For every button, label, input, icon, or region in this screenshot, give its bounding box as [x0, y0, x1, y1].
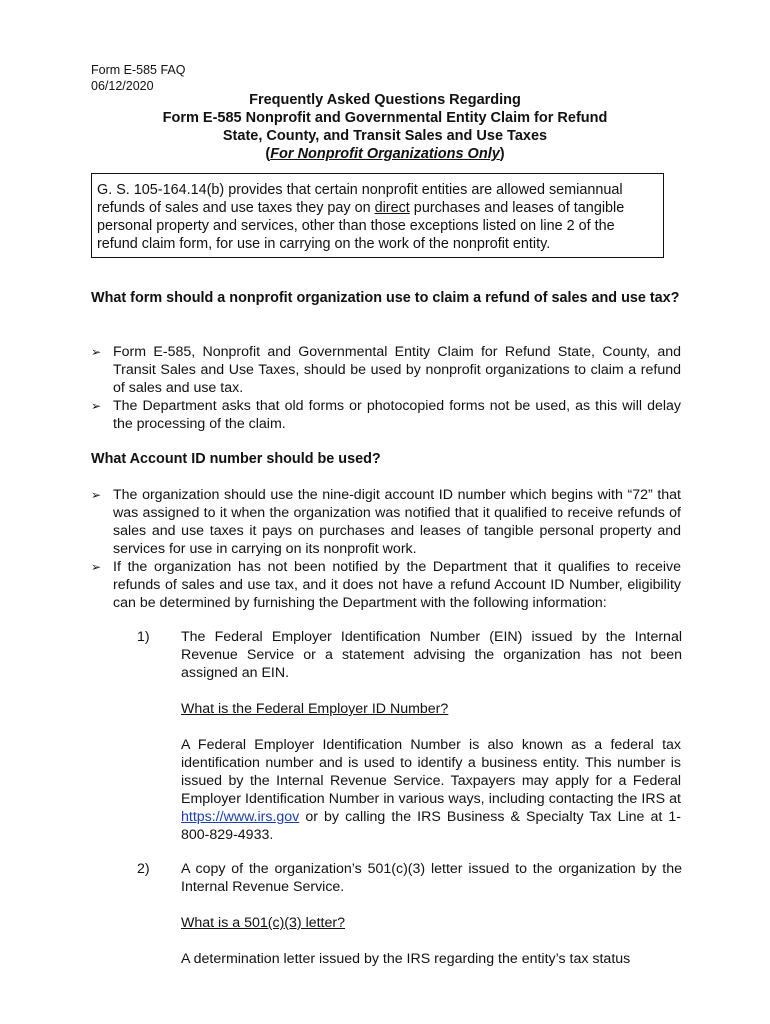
document-header	[91, 62, 185, 94]
irs-link[interactable]: https://www.irs.gov	[181, 809, 300, 825]
statute-text-before: G. S. 105-164.14(b) provides that certain nonprofit entities are allowed semiannual refunds of sales and use taxes they pay on	[97, 182, 623, 216]
arrow-bullet-icon: ➢	[91, 345, 102, 359]
arrow-bullet-icon: ➢	[91, 399, 102, 413]
bullet-item	[91, 558, 681, 612]
bullet-item	[91, 343, 681, 397]
title-italic: For Nonprofit Organizations Only	[270, 146, 500, 162]
item-text: A copy of the organization’s 501(c)(3) letter issued to the organization by the Internal Revenue Service.	[181, 861, 682, 895]
item-number: 1)	[137, 629, 150, 645]
bullet-text: Form E-585, Nonprofit and Governmental Entity Claim for Refund State, County, and Transit Sales and Use Taxes, should be used by nonprofit organizations to claim a refund of sales and use tax.	[113, 344, 681, 396]
title-line-1: Frequently Asked Questions Regarding	[249, 92, 521, 108]
answer-ein	[181, 736, 681, 844]
bullet-text: The organization should use the nine-digit account ID number which begins with “72” that was assigned to it when the organization was notified that it qualified to receive refunds of sales and use taxes it pays on purchases and leases of tangible personal property and services for use in carrying on its nonprofit work.	[113, 487, 681, 557]
bullet-text: If the organization has not been notified by the Department that it qualifies to receive refunds of sales and use tax, and it does not have a refund Account ID Number, eligibility can be determined by furnishing the Department with the following information:	[113, 559, 681, 611]
title-line-4	[0, 145, 770, 163]
statute-box	[91, 173, 664, 258]
form-date: 06/12/2020	[91, 79, 154, 93]
numbered-item-1	[137, 628, 682, 682]
question-1-bullets	[91, 343, 681, 433]
answer-501c3: A determination letter issued by the IRS regarding the entity’s tax status	[181, 951, 631, 967]
item-text: The Federal Employer Identification Number (EIN) issued by the Internal Revenue Service or a statement advising the organization has not been assigned an EIN.	[181, 629, 682, 681]
item-number: 2)	[137, 861, 150, 877]
answer-ein-before: A Federal Employer Identification Number is also known as a federal tax identification number and is used to identify a business entity. This number is issued by the Internal Revenue Service. Taxpayers may apply for a Federal Employer Identification Number in various ways, including contacting the IRS at	[181, 737, 681, 807]
sub-question-ein: What is the Federal Employer ID Number?	[181, 701, 449, 717]
statute-underlined: direct	[374, 200, 410, 216]
statute-text-after: purchases and leases of tangible personal property and services, other than those exceptions listed on line 2 of the refund claim form, for use in carrying on the work of the nonprofit entity.	[97, 200, 625, 252]
question-2-bullets	[91, 486, 681, 612]
answer-ein-after: or by calling the IRS Business & Specialty Tax Line at 1-800-829-4933.	[181, 809, 681, 843]
title-paren-close: )	[499, 146, 505, 162]
bullet-text: The Department asks that old forms or photocopied forms not be used, as this will delay the processing of the claim.	[113, 398, 681, 432]
arrow-bullet-icon: ➢	[91, 560, 102, 574]
title-paren-open: (	[265, 146, 271, 162]
form-label: Form E-585 FAQ	[91, 63, 186, 77]
question-2-heading: What Account ID number should be used?	[91, 451, 381, 467]
document-title	[0, 91, 770, 163]
title-line-2: Form E-585 Nonprofit and Governmental Entity Claim for Refund	[162, 110, 608, 126]
bullet-item	[91, 486, 681, 558]
title-line-3: State, County, and Transit Sales and Use Taxes	[222, 128, 548, 144]
numbered-item-2	[137, 860, 682, 896]
sub-question-501c3: What is a 501(c)(3) letter?	[181, 915, 346, 931]
arrow-bullet-icon: ➢	[91, 488, 102, 502]
bullet-item	[91, 397, 681, 433]
question-1-heading: What form should a nonprofit organization use to claim a refund of sales and use tax?	[91, 290, 680, 306]
